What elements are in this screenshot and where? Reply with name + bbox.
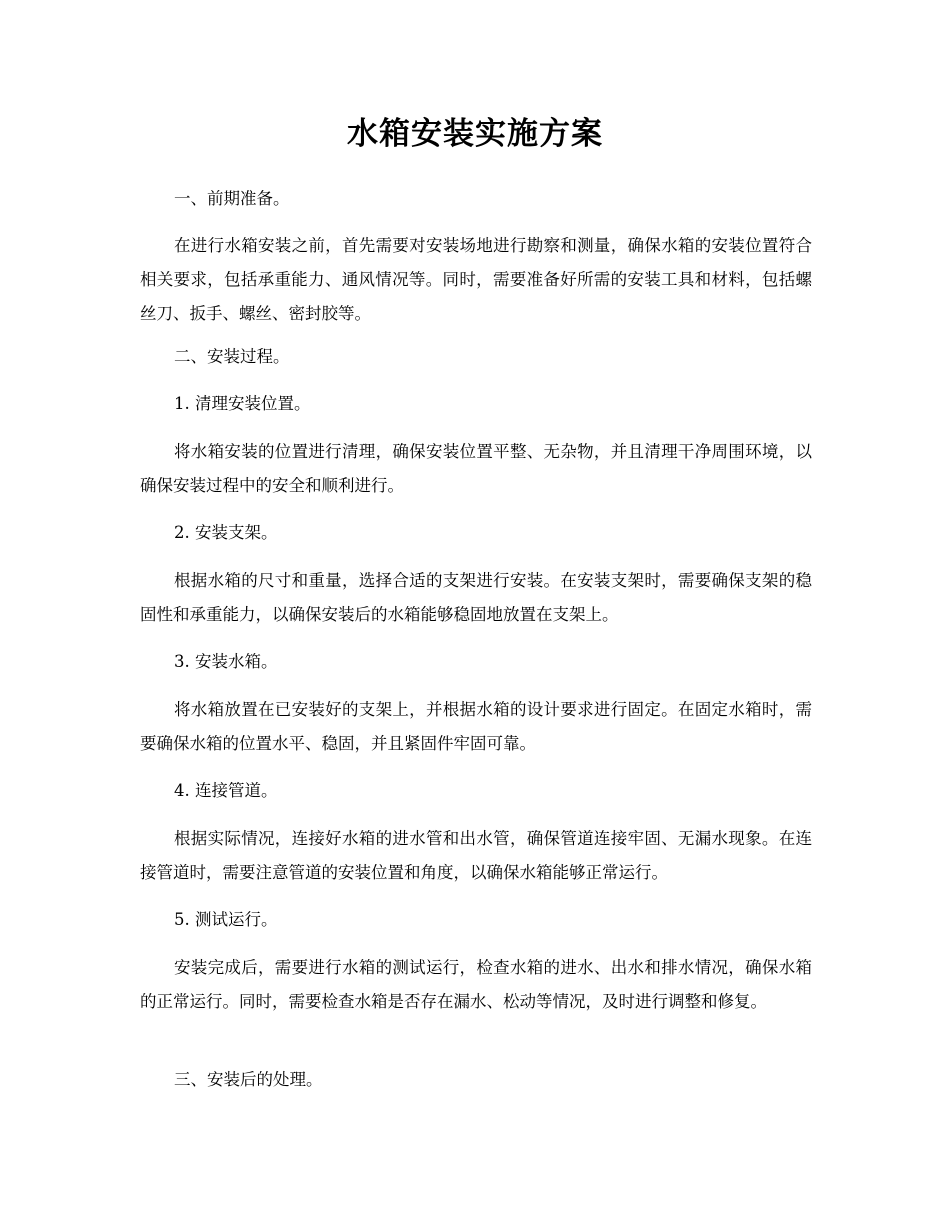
step-body-3: 将水箱放置在已安装好的支架上，并根据水箱的设计要求进行固定。在固定水箱时，需要确保水箱的位置水平、稳固，并且紧固件牢固可靠。 <box>140 700 812 753</box>
step-heading-3: 3. 安装水箱。 <box>174 652 278 671</box>
step-heading-1: 1. 清理安装位置。 <box>174 394 311 413</box>
step-heading-5: 5. 测试运行。 <box>174 910 278 929</box>
section-heading-installation-process: 二、安装过程。 <box>174 347 290 366</box>
step-body-4: 根据实际情况，连接好水箱的进水管和出水管，确保管道连接牢固、无漏水现象。在连接管道时，需要注意管道的安装位置和角度，以确保水箱能够正常运行。 <box>140 829 812 882</box>
step-body-5: 安装完成后，需要进行水箱的测试运行，检查水箱的进水、出水和排水情况，确保水箱的正常运行。同时，需要检查水箱是否存在漏水、松动等情况，及时进行调整和修复。 <box>140 958 812 1011</box>
step-body-2: 根据水箱的尺寸和重量，选择合适的支架进行安装。在安装支架时，需要确保支架的稳固性和承重能力，以确保安装后的水箱能够稳固地放置在支架上。 <box>140 571 812 624</box>
paragraph-preparation-body: 在进行水箱安装之前，首先需要对安装场地进行勘察和测量，确保水箱的安装位置符合相关要求，包括承重能力、通风情况等。同时，需要准备好所需的安装工具和材料，包括螺丝刀、扳手、螺丝、密封胶等。 <box>140 236 812 323</box>
document-title: 水箱安装实施方案 <box>347 116 603 152</box>
step-heading-2: 2. 安装支架。 <box>174 523 278 542</box>
step-heading-4: 4. 连接管道。 <box>174 781 278 800</box>
section-heading-preparation: 一、前期准备。 <box>174 189 290 208</box>
section-heading-post-installation: 三、安装后的处理。 <box>174 1070 323 1089</box>
step-body-1: 将水箱安装的位置进行清理，确保安装位置平整、无杂物，并且清理干净周围环境，以确保安装过程中的安全和顺利进行。 <box>140 442 812 495</box>
